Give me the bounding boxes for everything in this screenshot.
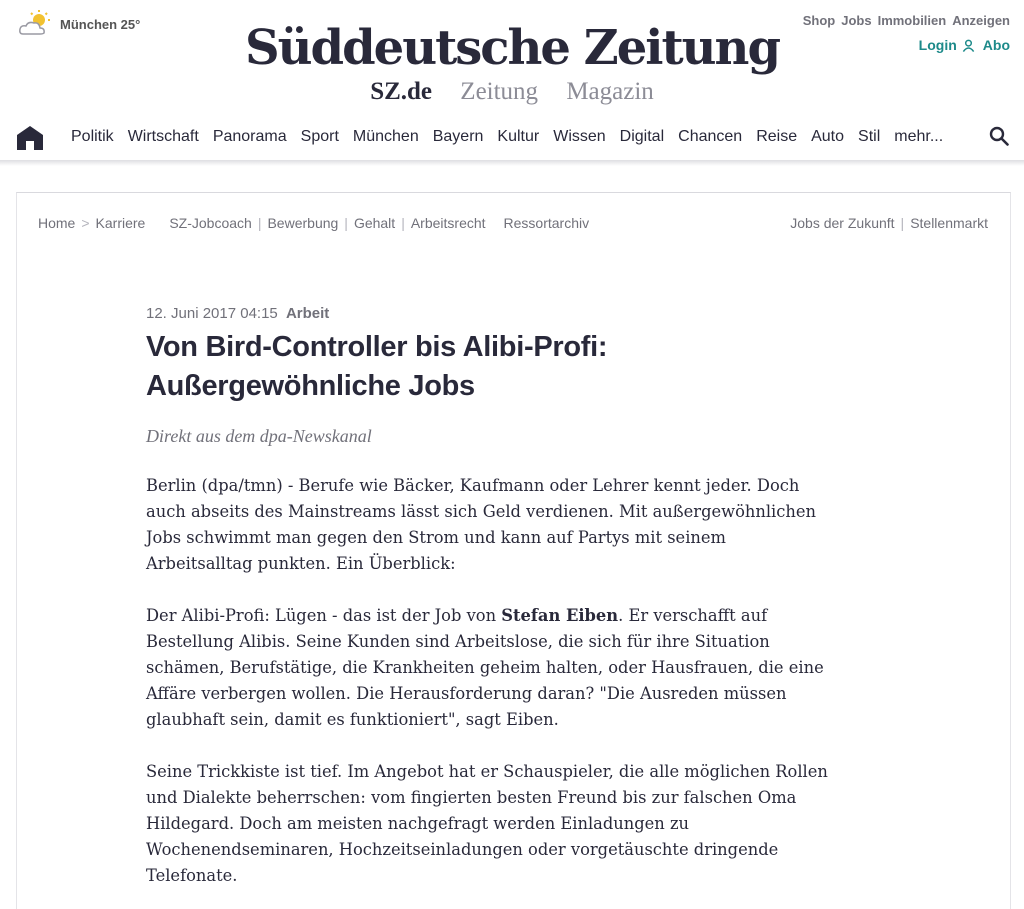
- breadcrumb-link-bewerbung[interactable]: Bewerbung: [267, 215, 339, 231]
- paragraph-text: . Er verschafft auf Bestellung Alibis. Seine Kunden sind Arbeitslose, die sich für ihre Situation schämen, Berufstätige, die Krankheiten geheim halten, oder Hausfrauen, die eine Affäre verbergen wollen. Die Herausforderung daran? "Die Ausreden müssen glaubhaft sein, damit es funktioniert", sagt Eiben.: [146, 606, 824, 729]
- abo-link[interactable]: Abo: [982, 37, 1010, 53]
- nav-divider: [0, 160, 1024, 166]
- weather-text: München 25°: [60, 16, 141, 32]
- nav-item-kultur[interactable]: Kultur: [497, 128, 540, 145]
- nav-item-wissen[interactable]: Wissen: [553, 128, 606, 145]
- immobilien-link[interactable]: Immobilien: [877, 13, 947, 28]
- nav-items: [71, 128, 957, 146]
- breadcrumb-link-jobs-der-zukunft[interactable]: Jobs der Zukunft: [790, 215, 895, 231]
- article-ressort[interactable]: Arbeit: [285, 305, 330, 322]
- subnav-magazin[interactable]: Magazin: [566, 78, 654, 105]
- nav-item-mehr[interactable]: mehr...: [894, 128, 944, 145]
- nav-item-bayern[interactable]: Bayern: [432, 128, 484, 145]
- breadcrumb-divider: |: [344, 215, 348, 231]
- article-source: Direkt aus dem dpa-Newskanal: [146, 426, 372, 446]
- nav-item-wirtschaft[interactable]: Wirtschaft: [127, 128, 199, 145]
- nav-item-chancen[interactable]: Chancen: [678, 128, 743, 145]
- anzeigen-link[interactable]: Anzeigen: [952, 13, 1010, 28]
- breadcrumb-link-gehalt[interactable]: Gehalt: [353, 215, 396, 231]
- nav-item-muenchen[interactable]: München: [352, 128, 419, 145]
- nav-item-auto[interactable]: Auto: [811, 128, 845, 145]
- breadcrumb-divider: |: [257, 215, 262, 231]
- breadcrumb-karriere[interactable]: Karriere: [95, 215, 146, 231]
- breadcrumb-link-ressortarchiv[interactable]: Ressortarchiv: [503, 215, 590, 231]
- person-name: Stefan Eiben: [501, 606, 619, 625]
- subnav-zeitung[interactable]: Zeitung: [460, 78, 539, 105]
- nav-item-reise[interactable]: Reise: [756, 128, 798, 145]
- content-card: [16, 192, 1011, 909]
- home-icon[interactable]: [16, 123, 44, 151]
- site-logo[interactable]: Süddeutsche Zeitung: [244, 20, 780, 76]
- site-header: [0, 0, 1024, 165]
- article-paragraph: [146, 603, 836, 733]
- headline-line-2: Außergewöhnliche Jobs: [146, 370, 475, 402]
- brand-subnav: [0, 78, 1024, 106]
- article-headline: [146, 328, 836, 406]
- subnav-sz-de[interactable]: SZ.de: [370, 78, 433, 105]
- search-icon[interactable]: [989, 126, 1009, 146]
- nav-item-digital[interactable]: Digital: [619, 128, 665, 145]
- headline-line-1: Von Bird-Controller bis Alibi-Profi:: [146, 331, 608, 363]
- breadcrumb-link-arbeitsrecht[interactable]: Arbeitsrecht: [410, 215, 486, 231]
- breadcrumb-link-jobcoach[interactable]: SZ-Jobcoach: [169, 215, 252, 231]
- nav-item-panorama[interactable]: Panorama: [212, 128, 287, 145]
- nav-item-sport[interactable]: Sport: [300, 128, 339, 145]
- breadcrumb: [38, 215, 988, 235]
- article: [146, 305, 836, 889]
- article-paragraph: Seine Trickkiste ist tief. Im Angebot hat er Schauspieler, die alle möglichen Rollen und Dialekte beherrschen: vom fingierten besten Freund bis zur falschen Oma Hildegard. Doch am meisten nachgefragt werden Einladungen zu Wochenendseminaren, Hochzeitseinladungen oder vorgetäuschte dringende Telefonate.: [146, 762, 828, 885]
- article-meta: [146, 305, 836, 322]
- nav-item-stil[interactable]: Stil: [858, 128, 881, 145]
- nav-item-politik[interactable]: Politik: [71, 128, 114, 145]
- shop-link[interactable]: Shop: [802, 13, 836, 28]
- main-navigation: [0, 118, 1024, 158]
- breadcrumb-divider: |: [900, 215, 905, 231]
- article-date: 12. Juni 2017 04:15: [146, 305, 278, 322]
- breadcrumb-arrow: >: [81, 215, 90, 231]
- paragraph-text: Der Alibi-Profi: Lügen - das ist der Job von: [146, 606, 502, 625]
- breadcrumb-right: [790, 215, 988, 231]
- breadcrumb-left: [38, 215, 589, 231]
- breadcrumb-link-stellenmarkt[interactable]: Stellenmarkt: [910, 215, 988, 231]
- login-label: Login: [918, 37, 957, 53]
- jobs-link[interactable]: Jobs: [841, 13, 872, 28]
- article-paragraph: Berlin (dpa/tmn) - Berufe wie Bäcker, Kaufmann oder Lehrer kennt jeder. Doch auch abseits des Mainstreams lässt sich Geld verdienen. Mit außergewöhnlichen Jobs schwimmt man gegen den Strom und kann auf Partys mit seinem Arbeitsalltag punkten. Ein Überblick:: [146, 476, 816, 573]
- breadcrumb-home[interactable]: Home: [38, 215, 76, 231]
- breadcrumb-divider: |: [401, 215, 405, 231]
